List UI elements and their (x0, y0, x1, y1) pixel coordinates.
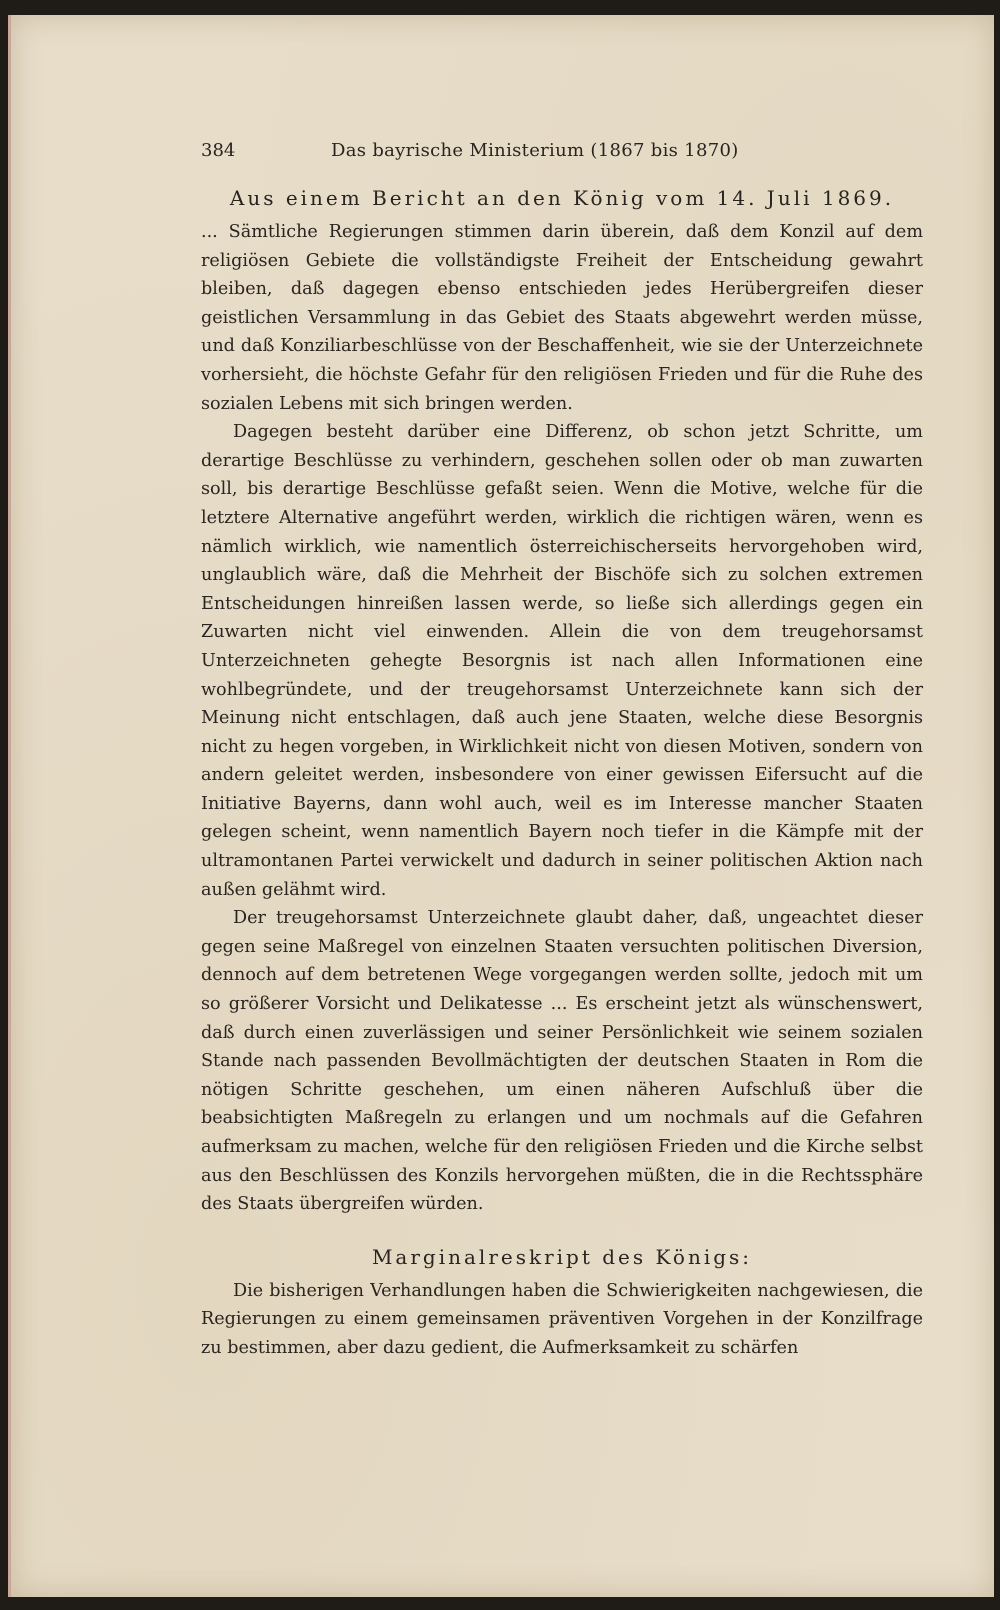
text-block (201, 140, 923, 1363)
section-heading-report: Aus einem Bericht an den König vom 14. Juli 1869. (229, 186, 895, 210)
paragraph-3: Der treugehorsamst Unterzeichnete glaubt daher, daß, ungeachtet dieser gegen seine Maßregel von einzelnen Staaten versuchten politischen Diversion, dennoch auf dem betretenen Wege vorgegangen werden sollte, jedoch mit um so größerer Vorsicht und Delikatesse ... Es erscheint jetzt als wünschenswert, daß durch einen zuverlässigen und seiner Persönlichkeit wie seinem sozialen Stande nach passenden Bevollmächtigten der deutschen Staaten in Rom die nötigen Schritte geschehen, um einen näheren Aufschluß über die beabsichtigten Maßregeln zu erlangen und um nochmals auf die Gefahren aufmerksam zu machen, welche für den religiösen Frieden und die Kirche selbst aus den Beschlüssen des Konzils hervorgehen müßten, die in die Rechtssphäre des Staats übergreifen würden. (201, 908, 923, 1215)
paragraph-1: ... Sämtliche Regierungen stimmen darin überein, daß dem Konzil auf dem religiösen Gebiete die vollständigste Freiheit der Entscheidung gewahrt bleiben, daß dagegen ebenso entschieden jedes Herübergreifen dieser geistlichen Versammlung in das Gebiet des Staats abgewehrt werden müsse, und daß Konziliarbeschlüsse von der Beschaffenheit, wie sie der Unterzeichnete vorhersieht, die höchste Gefahr für den religiösen Frieden und für die Ruhe des sozialen Lebens mit sich bringen werden. (201, 222, 923, 414)
paragraph-4: Die bisherigen Verhandlungen haben die Schwierigkeiten nachgewiesen, die Regierungen zu einem gemeinsamen präventiven Vorgehen in der Konzilfrage zu bestimmen, aber dazu gedient, die Aufmerksamkeit zu schärfen (201, 1280, 923, 1358)
page-header (201, 140, 923, 170)
running-title: Das bayrische Ministerium (1867 bis 1870) (331, 140, 739, 161)
section-heading-marginal-rescript: Marginalreskript des Königs: (371, 1244, 753, 1269)
page-number: 384 (201, 140, 236, 161)
book-page (8, 15, 994, 1597)
paragraph-2: Dagegen besteht darüber eine Differenz, ob schon jetzt Schritte, um derartige Beschlüsse zu verhindern, geschehen sollen oder ob man zuwarten soll, bis derartige Beschlüsse gefaßt seien. Wenn die Motive, welche für die letztere Alternative angeführt werden, wirklich die richtigen wären, wenn es nämlich wirklich, wie namentlich österreichischerseits hervorgehoben wird, unglaublich wäre, daß die Mehrheit der Bischöfe sich zu solchen extremen Entscheidungen hinreißen lassen werde, so ließe sich allerdings gegen ein Zuwarten nicht viel einwenden. Allein die von dem treugehorsamst Unterzeichneten gehegte Besorgnis ist nach allen Informationen eine wohlbegründete, und der treugehorsamst Unterzeichnete kann sich der Meinung nicht entschlagen, daß auch jene Staaten, welche diese Besorgnis nicht zu hegen vorgeben, in Wirklichkeit nicht von diesen Motiven, sondern von andern geleitet werden, insbesondere von einer gewissen Eifersucht auf die Initiative Bayerns, dann wohl auch, weil es im Interesse mancher Staaten gelegen scheint, wenn namentlich Bayern noch tiefer in die Kämpfe mit der ultramontanen Partei verwickelt und dadurch in seiner politischen Aktion nach außen gelähmt wird. (201, 422, 923, 900)
